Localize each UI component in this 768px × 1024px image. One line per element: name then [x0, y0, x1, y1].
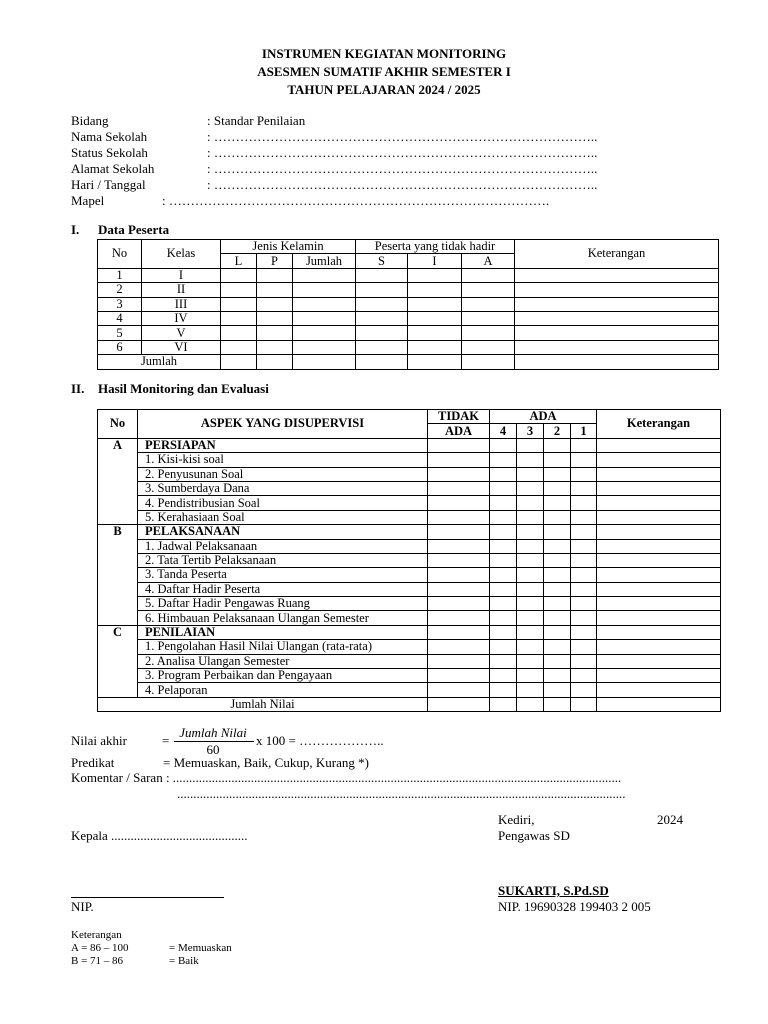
cell	[293, 326, 356, 340]
cell	[544, 611, 571, 625]
cell	[428, 496, 490, 510]
cell	[571, 697, 597, 711]
item-label: 1. Kisi-kisi soal	[138, 453, 428, 467]
cell	[490, 697, 517, 711]
cell	[517, 553, 544, 567]
cell	[428, 467, 490, 481]
alamat-sekolah-label: Alamat Sekolah	[71, 161, 155, 176]
cell	[428, 525, 490, 539]
cell	[221, 283, 257, 297]
cell	[428, 438, 490, 452]
cell	[571, 654, 597, 668]
table-row	[98, 683, 721, 697]
legend-title: Keterangan	[71, 929, 122, 941]
cell	[408, 326, 462, 340]
table-row	[98, 467, 721, 481]
cell	[544, 510, 571, 524]
cell	[356, 355, 408, 369]
header-a: A	[462, 254, 515, 268]
cell	[490, 539, 517, 553]
cell	[571, 568, 597, 582]
cell	[517, 438, 544, 452]
table-row	[98, 510, 721, 524]
cell	[597, 467, 721, 481]
cell	[221, 340, 257, 354]
cell	[428, 582, 490, 596]
cell	[356, 326, 408, 340]
fraction-numerator: Jumlah Nilai	[179, 725, 247, 740]
cell	[597, 669, 721, 683]
cell	[221, 355, 257, 369]
cell	[515, 297, 719, 311]
cell	[408, 311, 462, 325]
item-label: 2. Analisa Ulangan Semester	[138, 654, 428, 668]
item-label: 4. Daftar Hadir Peserta	[138, 582, 428, 596]
cell	[597, 640, 721, 654]
cell	[462, 268, 515, 282]
row-no: 2	[98, 283, 142, 297]
cell	[408, 340, 462, 354]
cell	[571, 669, 597, 683]
cell	[544, 481, 571, 495]
cell	[544, 568, 571, 582]
hari-tanggal-label: Hari / Tanggal	[71, 177, 146, 192]
data-peserta-table	[97, 239, 719, 370]
cell	[515, 326, 719, 340]
cell	[517, 481, 544, 495]
cell	[517, 654, 544, 668]
cell	[257, 297, 293, 311]
cell	[544, 496, 571, 510]
legend-a-desc: = Memuaskan	[169, 942, 232, 954]
cell	[597, 597, 721, 611]
group-letter: B	[98, 525, 138, 626]
cell	[490, 683, 517, 697]
nilai-akhir-label: Nilai akhir	[71, 733, 127, 748]
signature-name-right: SUKARTI, S.Pd.SD	[498, 883, 609, 898]
table-row	[98, 539, 721, 553]
cell	[517, 640, 544, 654]
cell	[544, 597, 571, 611]
cell	[517, 467, 544, 481]
signature-line-left	[71, 897, 224, 898]
row-no: 4	[98, 311, 142, 325]
row-kelas: IV	[142, 311, 221, 325]
cell	[293, 355, 356, 369]
doc-title-line1: INSTRUMEN KEGIATAN MONITORING	[261, 46, 507, 61]
header-l: L	[221, 254, 257, 268]
cell	[515, 268, 719, 282]
cell	[257, 326, 293, 340]
doc-title-line2: ASESMEN SUMATIF AKHIR SEMESTER I	[257, 64, 511, 79]
section1-number: I.	[71, 222, 80, 237]
cell	[462, 326, 515, 340]
group-row	[98, 438, 721, 452]
cell	[517, 496, 544, 510]
cell	[597, 496, 721, 510]
group-title: PERSIAPAN	[138, 438, 428, 452]
cell	[428, 654, 490, 668]
cell	[517, 669, 544, 683]
table-row	[98, 311, 719, 325]
cell	[490, 481, 517, 495]
cell	[221, 311, 257, 325]
predikat-value: = Memuaskan, Baik, Cukup, Kurang *)	[163, 755, 369, 770]
cell	[597, 438, 721, 452]
cell	[257, 340, 293, 354]
table-row	[98, 568, 721, 582]
header-score-2: 2	[544, 424, 571, 438]
cell	[544, 525, 571, 539]
header-tidak-hadir: Peserta yang tidak hadir	[356, 240, 515, 254]
cell	[544, 467, 571, 481]
header-i: I	[408, 254, 462, 268]
cell	[428, 683, 490, 697]
signature-place: Kediri,	[498, 812, 535, 827]
cell	[515, 355, 719, 369]
item-label: 2. Penyusunan Soal	[138, 467, 428, 481]
signature-year: 2024	[657, 812, 683, 827]
cell	[428, 611, 490, 625]
nama-sekolah-label: Nama Sekolah	[71, 129, 148, 144]
cell	[517, 525, 544, 539]
group-row	[98, 525, 721, 539]
cell	[597, 453, 721, 467]
signature-nip-left: NIP.	[71, 899, 94, 914]
cell	[571, 582, 597, 596]
nama-sekolah-value: : ……………………………………………………………………………..	[207, 129, 598, 144]
item-label: 3. Sumberdaya Dana	[138, 481, 428, 495]
footer-jumlah: Jumlah	[98, 355, 221, 369]
cell	[544, 553, 571, 567]
cell	[544, 640, 571, 654]
cell	[408, 268, 462, 282]
cell	[544, 697, 571, 711]
cell	[428, 640, 490, 654]
cell	[544, 582, 571, 596]
table-row	[98, 496, 721, 510]
cell	[428, 481, 490, 495]
cell	[571, 683, 597, 697]
cell	[293, 311, 356, 325]
group-row	[98, 625, 721, 639]
cell	[597, 481, 721, 495]
header-score-3: 3	[517, 424, 544, 438]
table-row	[98, 453, 721, 467]
cell	[571, 640, 597, 654]
cell	[597, 568, 721, 582]
cell	[257, 268, 293, 282]
cell	[408, 297, 462, 311]
cell	[571, 453, 597, 467]
cell	[571, 481, 597, 495]
signature-nip-right: NIP. 19690328 199403 2 005	[498, 899, 651, 914]
cell	[571, 438, 597, 452]
cell	[490, 625, 517, 639]
header-s: S	[356, 254, 408, 268]
cell	[571, 525, 597, 539]
cell	[257, 355, 293, 369]
row-no: 3	[98, 297, 142, 311]
cell	[293, 268, 356, 282]
cell	[257, 283, 293, 297]
cell	[490, 597, 517, 611]
row-kelas: V	[142, 326, 221, 340]
cell	[571, 539, 597, 553]
cell	[293, 297, 356, 311]
komentar-line1: Komentar / Saran : ..........................................................................................................................................	[71, 770, 622, 785]
cell	[356, 283, 408, 297]
cell	[597, 510, 721, 524]
cell	[462, 355, 515, 369]
cell	[517, 582, 544, 596]
cell	[597, 539, 721, 553]
cell	[515, 283, 719, 297]
cell	[517, 510, 544, 524]
table-row	[98, 340, 719, 354]
cell	[517, 597, 544, 611]
table-row	[98, 283, 719, 297]
cell	[490, 640, 517, 654]
cell	[490, 510, 517, 524]
row-kelas: VI	[142, 340, 221, 354]
row-no: 6	[98, 340, 142, 354]
row-no: 5	[98, 326, 142, 340]
cell	[428, 568, 490, 582]
cell	[428, 539, 490, 553]
group-letter: A	[98, 438, 138, 524]
cell	[597, 553, 721, 567]
cell	[515, 311, 719, 325]
cell	[597, 582, 721, 596]
cell	[517, 611, 544, 625]
table-row	[98, 611, 721, 625]
group-title: PENILAIAN	[138, 625, 428, 639]
cell	[462, 311, 515, 325]
cell	[597, 611, 721, 625]
row-no: 1	[98, 268, 142, 282]
cell	[408, 355, 462, 369]
header-kelas: Kelas	[142, 240, 221, 269]
header-keterangan: Keterangan	[515, 240, 719, 269]
header-keterangan: Keterangan	[597, 410, 721, 439]
cell	[408, 283, 462, 297]
item-label: 6. Himbauan Pelaksanaan Ulangan Semester	[138, 611, 428, 625]
cell	[428, 453, 490, 467]
item-label: 4. Pendistribusian Soal	[138, 496, 428, 510]
cell	[221, 326, 257, 340]
cell	[356, 340, 408, 354]
footer-jumlah-nilai: Jumlah Nilai	[98, 697, 428, 711]
mapel-label: Mapel	[71, 193, 105, 208]
header-score-4: 4	[490, 424, 517, 438]
cell	[517, 453, 544, 467]
cell	[544, 539, 571, 553]
table-footer-row	[98, 697, 721, 711]
legend-b-desc: = Baik	[169, 955, 199, 967]
table-row	[98, 481, 721, 495]
item-label: 3. Tanda Peserta	[138, 568, 428, 582]
formula-tail: x 100 = ………………..	[256, 733, 384, 748]
item-label: 4. Pelaporan	[138, 683, 428, 697]
table-row	[98, 640, 721, 654]
cell	[571, 510, 597, 524]
table-row	[98, 297, 719, 311]
cell	[571, 611, 597, 625]
table-footer-row	[98, 355, 719, 369]
header-ada: ADA	[490, 410, 597, 424]
cell	[597, 697, 721, 711]
cell	[571, 597, 597, 611]
table-row	[98, 597, 721, 611]
cell	[515, 340, 719, 354]
header-no: No	[98, 240, 142, 269]
cell	[257, 311, 293, 325]
item-label: 5. Daftar Hadir Pengawas Ruang	[138, 597, 428, 611]
cell	[462, 283, 515, 297]
table-row	[98, 326, 719, 340]
signature-role-right: Pengawas SD	[498, 828, 570, 843]
header-aspek: ASPEK YANG DISUPERVISI	[138, 410, 428, 439]
cell	[544, 625, 571, 639]
bidang-value: : Standar Penilaian	[207, 113, 306, 128]
doc-title-line3: TAHUN PELAJARAN 2024 / 2025	[287, 82, 481, 97]
cell	[428, 597, 490, 611]
cell	[517, 697, 544, 711]
cell	[544, 683, 571, 697]
cell	[517, 539, 544, 553]
section2-number: II.	[71, 381, 85, 396]
monitoring-table	[97, 409, 721, 712]
cell	[428, 625, 490, 639]
cell	[490, 496, 517, 510]
cell	[462, 297, 515, 311]
table-row	[98, 582, 721, 596]
bidang-label: Bidang	[71, 113, 109, 128]
header-tidak-ada: ADA	[428, 424, 490, 438]
item-label: 5. Kerahasiaan Soal	[138, 510, 428, 524]
cell	[293, 283, 356, 297]
cell	[517, 683, 544, 697]
cell	[597, 525, 721, 539]
cell	[221, 297, 257, 311]
table-row	[98, 654, 721, 668]
equals-sign: =	[162, 733, 170, 748]
group-title: PELAKSANAAN	[138, 525, 428, 539]
cell	[356, 311, 408, 325]
item-label: 3. Program Perbaikan dan Pengayaan	[138, 669, 428, 683]
cell	[428, 669, 490, 683]
cell	[490, 582, 517, 596]
table-row	[98, 669, 721, 683]
header-tidak: TIDAK	[428, 410, 490, 424]
alamat-sekolah-value: : ……………………………………………………………………………..	[207, 161, 598, 176]
mapel-value: : …………………………………………………………………………….	[162, 193, 550, 208]
header-p: P	[257, 254, 293, 268]
header-jumlah: Jumlah	[293, 254, 356, 268]
group-letter: C	[98, 625, 138, 697]
cell	[293, 340, 356, 354]
status-sekolah-value: : ……………………………………………………………………………..	[207, 145, 598, 160]
cell	[571, 625, 597, 639]
cell	[571, 553, 597, 567]
komentar-line2: ..........................................................................................................................................	[177, 786, 626, 801]
table-row	[98, 268, 719, 282]
signature-kepala: Kepala ..........................................	[71, 828, 248, 843]
item-label: 1. Pengolahan Hasil Nilai Ulangan (rata-rata)	[138, 640, 428, 654]
header-score-1: 1	[571, 424, 597, 438]
cell	[544, 453, 571, 467]
cell	[490, 669, 517, 683]
hari-tanggal-value: : ……………………………………………………………………………..	[207, 177, 598, 192]
cell	[462, 340, 515, 354]
legend-b-range: B = 71 – 86	[71, 955, 124, 967]
row-kelas: II	[142, 283, 221, 297]
cell	[544, 438, 571, 452]
cell	[597, 625, 721, 639]
header-no: No	[98, 410, 138, 439]
cell	[490, 438, 517, 452]
cell	[544, 669, 571, 683]
cell	[490, 611, 517, 625]
cell	[490, 553, 517, 567]
cell	[597, 654, 721, 668]
item-label: 2. Tata Tertib Pelaksanaan	[138, 553, 428, 567]
status-sekolah-label: Status Sekolah	[71, 145, 148, 160]
cell	[356, 297, 408, 311]
cell	[517, 568, 544, 582]
predikat-label: Predikat	[71, 755, 115, 770]
cell	[571, 496, 597, 510]
cell	[490, 525, 517, 539]
cell	[221, 268, 257, 282]
row-kelas: I	[142, 268, 221, 282]
cell	[428, 697, 490, 711]
cell	[490, 467, 517, 481]
row-kelas: III	[142, 297, 221, 311]
cell	[490, 453, 517, 467]
fraction-denominator: 60	[206, 742, 220, 757]
header-jenis-kelamin: Jenis Kelamin	[221, 240, 356, 254]
table-row	[98, 553, 721, 567]
cell	[428, 553, 490, 567]
item-label: 1. Jadwal Pelaksanaan	[138, 539, 428, 553]
legend-a-range: A = 86 – 100	[71, 942, 129, 954]
cell	[544, 654, 571, 668]
cell	[597, 683, 721, 697]
section1-title: Data Peserta	[98, 222, 170, 237]
cell	[490, 654, 517, 668]
cell	[356, 268, 408, 282]
section2-title: Hasil Monitoring dan Evaluasi	[98, 381, 269, 396]
cell	[490, 568, 517, 582]
cell	[428, 510, 490, 524]
cell	[571, 467, 597, 481]
cell	[517, 625, 544, 639]
